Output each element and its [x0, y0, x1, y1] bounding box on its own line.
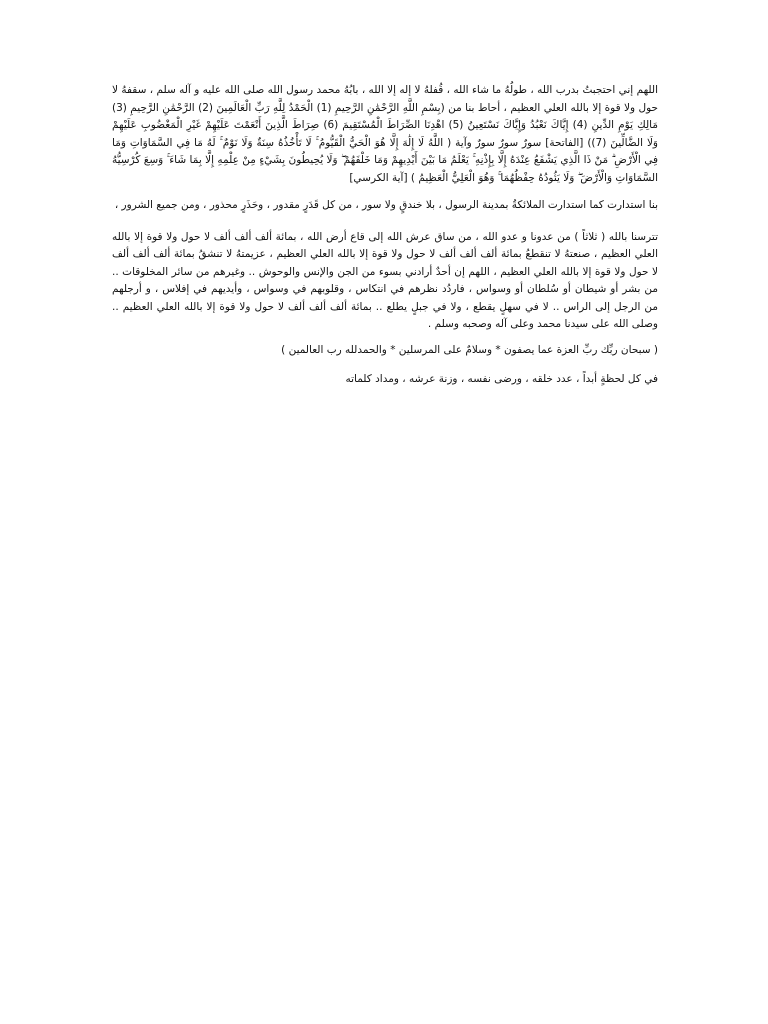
protection-paragraph: تترسنا بالله ( ثلاثاً ) من عدونا و عدو الله ، من ساق عرش الله إلى قاع أرض الله ، بمائة ألف ألف ألف لا حول ولا قوة إلا بالله العلي العظيم ، صنعتهُ لا تنقطعُ بمائة ألف ألف ألف لا حول ولا قوة إلا بالله العلي العظيم ، عزيمتهُ لا تنشقُ بمائة ألف ألف ألف لا حول ولا قوة إلا بالله العلي العظيم ، اللهم إن أحدٌ أرادني بسوء من الجن والإنس والوحوش .. وغيرهم من سائر المخلوقات .. من بشر أو شيطان أو سُلطان أو وسواس ، فاردُد نظرهم في انتكاس ، وقلوبهم في وسواس ، وأيديهم في إفلاس ، و أرجلهم من الرجل إلى الراس .. لا في سهلٍ يقطع ، ولا في جبلٍ يطلع .. بمائة ألف ألف ألف لا حول ولا قوة إلا بالله العلي العظيم .. وصلى الله على سيدنا محمد وعلى آله وصحبه وسلم .	[112, 230, 658, 330]
closing-verse-paragraph: ( سبحان ربِّك ربِّ العزة عما يصفون * وسلامٌ على المرسلين * والحمدلله رب العالمين )	[281, 343, 658, 356]
tasbih-paragraph: في كل لحظةٍ أبداً ، عدد خلقه ، ورضى نفسه ، وزنة عرشه ، ومداد كلماته	[345, 373, 658, 385]
opening-paragraph: اللهم إني احتجبتُ بدرب الله ، طولُهُ ما شاء الله ، قُفلهُ لا إله إلا الله ، بابُهُ محمد رسول الله صلى الله عليه و آله سلم ، سقفهُ لا حول ولا قوة إلا بالله العلي العظيم ، أحاط بنا من (بِسْمِ اللَّهِ الرَّحْمَٰنِ الرَّحِيمِ (1) الْحَمْدُ لِلَّهِ رَبِّ الْعَالَمِينَ (2) الرَّحْمَٰنِ الرَّحِيمِ (3) مَالِكِ يَوْمِ الدِّينِ (4) إِيَّاكَ نَعْبُدُ وَإِيَّاكَ نَسْتَعِينُ (5) اهْدِنَا الصِّرَاطَ الْمُسْتَقِيمَ (6) صِرَاطَ الَّذِينَ أَنْعَمْتَ عَلَيْهِمْ غَيْرِ الْمَغْضُوبِ عَلَيْهِمْ وَلَا الضَّالِّينَ (7)) [الفاتحة] سورٌ سورٌ سورٌ وآية ( اللَّهُ لَا إِلَٰهَ إِلَّا هُوَ الْحَيُّ الْقَيُّومُ ۚ لَا تَأْخُذُهُ سِنَةٌ وَلَا نَوْمٌ ۚ لَهُ مَا فِي السَّمَاوَاتِ وَمَا فِي الْأَرْضِ ۗ مَنْ ذَا الَّذِي يَشْفَعُ عِنْدَهُ إِلَّا بِإِذْنِهِ ۚ يَعْلَمُ مَا بَيْنَ أَيْدِيهِمْ وَمَا خَلْفَهُمْ ۖ وَلَا يُحِيطُونَ بِشَيْءٍ مِنْ عِلْمِهِ إِلَّا بِمَا شَاءَ ۚ وَسِعَ كُرْسِيُّهُ السَّمَاوَاتِ وَالْأَرْضَ ۖ وَلَا يَئُودُهُ حِفْظُهُمَا ۚ وَهُوَ الْعَلِيُّ الْعَظِيمُ ) [آية الكرسي]	[112, 84, 658, 184]
enclosure-paragraph: بنا استدارت كما استدارت الملائكةُ بمدينة الرسول ، بلا خندقٍ ولا سور ، من كل قَدَرٍ مقدور ، وحَذَرٍ محذور ، ومن جميع الشرور ،	[114, 199, 658, 211]
document-page	[112, 82, 658, 389]
